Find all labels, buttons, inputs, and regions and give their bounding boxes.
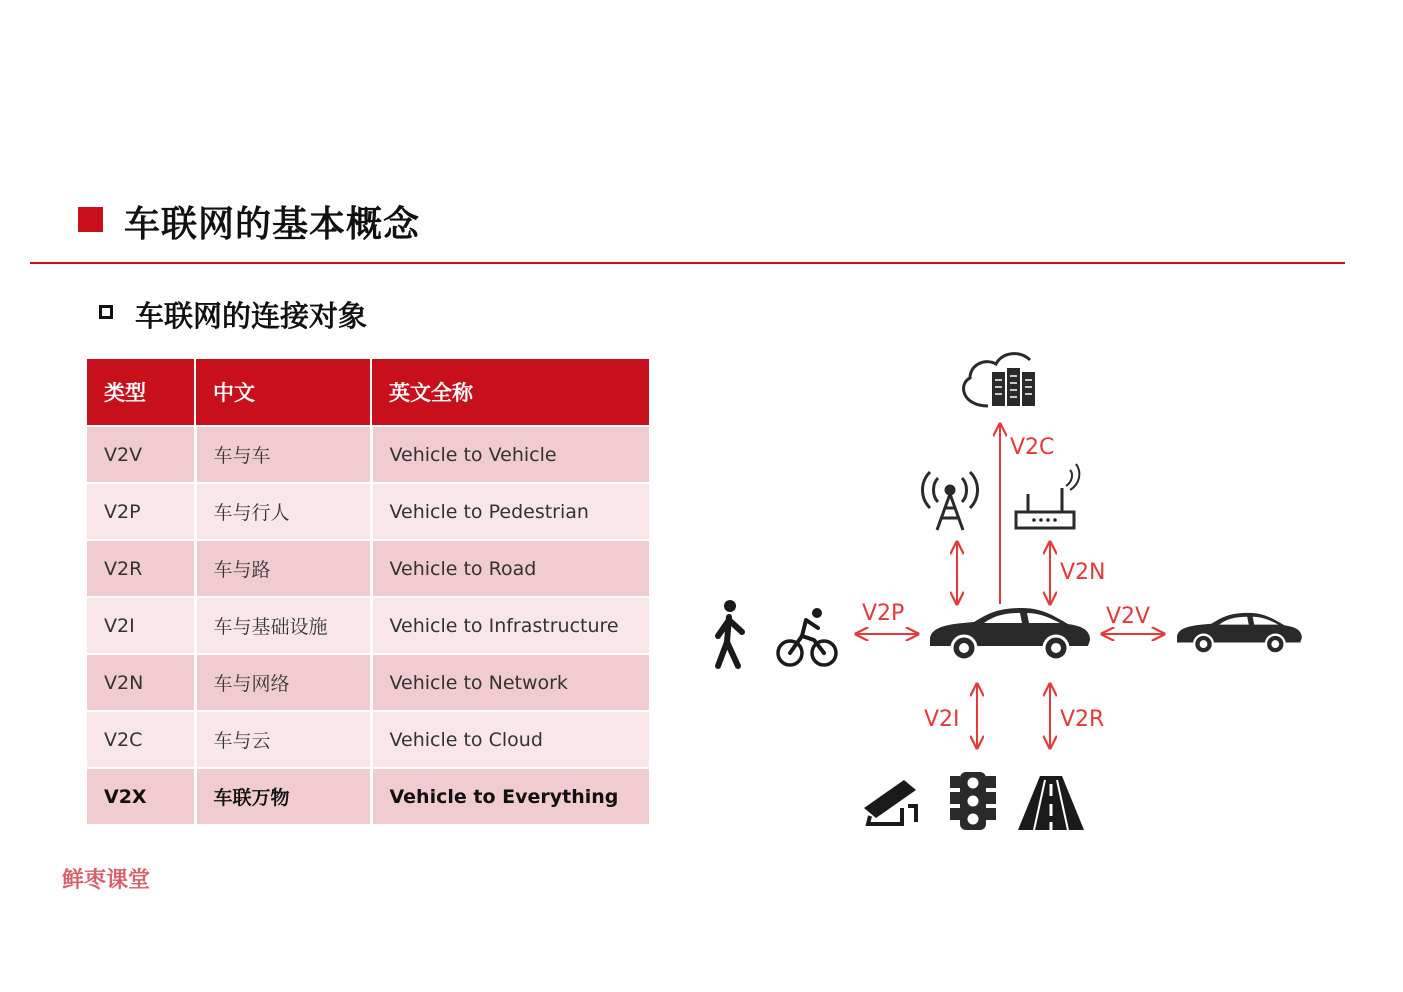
title-bullet	[78, 207, 103, 232]
road-icon	[1018, 776, 1084, 830]
cell-chinese: 车与车	[195, 426, 371, 483]
table-row	[87, 768, 649, 824]
table-row	[87, 597, 649, 654]
cell-type: V2I	[87, 597, 195, 654]
cell-english: Vehicle to Network	[371, 654, 649, 711]
cell-type: V2N	[87, 654, 195, 711]
column-header-english: 英文全称	[371, 359, 649, 426]
cloud-server-icon	[964, 354, 1035, 406]
v2c-label: V2C	[1010, 435, 1055, 460]
router-icon	[1016, 464, 1079, 528]
v2i-label: V2I	[924, 707, 960, 732]
cell-chinese: 车联万物	[195, 768, 371, 824]
v2v-label: V2V	[1106, 604, 1151, 629]
table-row	[87, 711, 649, 768]
cell-english: Vehicle to Everything	[371, 768, 649, 824]
cell-english: Vehicle to Infrastructure	[371, 597, 649, 654]
v2p-label: V2P	[862, 601, 905, 626]
pedestrian-icon	[718, 600, 742, 666]
cyclist-icon	[778, 608, 836, 665]
column-header-type: 类型	[87, 359, 195, 426]
traffic-light-icon	[950, 772, 996, 830]
cell-type: V2V	[87, 426, 195, 483]
cell-chinese: 车与基础设施	[195, 597, 371, 654]
surveillance-camera-icon	[864, 780, 916, 824]
cell-type: V2R	[87, 540, 195, 597]
section-subtitle: 车联网的连接对象	[135, 299, 368, 333]
table-row	[87, 540, 649, 597]
cell-type: V2X	[87, 768, 195, 824]
cell-english: Vehicle to Cloud	[371, 711, 649, 768]
column-header-chinese: 中文	[195, 359, 371, 426]
v2r-label: V2R	[1060, 707, 1105, 732]
cell-english: Vehicle to Vehicle	[371, 426, 649, 483]
page-title: 车联网的基本概念	[124, 204, 421, 245]
car-icon	[1177, 613, 1302, 654]
title-divider	[30, 262, 1345, 264]
cell-tower-icon	[923, 472, 978, 530]
cell-type: V2P	[87, 483, 195, 540]
table-row	[87, 483, 649, 540]
v2n-label: V2N	[1060, 560, 1106, 585]
cell-english: Vehicle to Pedestrian	[371, 483, 649, 540]
cell-english: Vehicle to Road	[371, 540, 649, 597]
car-icon	[930, 608, 1090, 660]
brand-watermark: 鲜枣课堂	[62, 868, 151, 893]
cell-chinese: 车与路	[195, 540, 371, 597]
table-row	[87, 426, 649, 483]
cell-chinese: 车与网络	[195, 654, 371, 711]
cell-chinese: 车与云	[195, 711, 371, 768]
table-row	[87, 654, 649, 711]
cell-type: V2C	[87, 711, 195, 768]
v2x-diagram	[690, 340, 1330, 840]
connection-types-table	[87, 359, 649, 824]
table-header-row	[87, 359, 649, 426]
subtitle-bullet	[99, 305, 113, 319]
cell-chinese: 车与行人	[195, 483, 371, 540]
